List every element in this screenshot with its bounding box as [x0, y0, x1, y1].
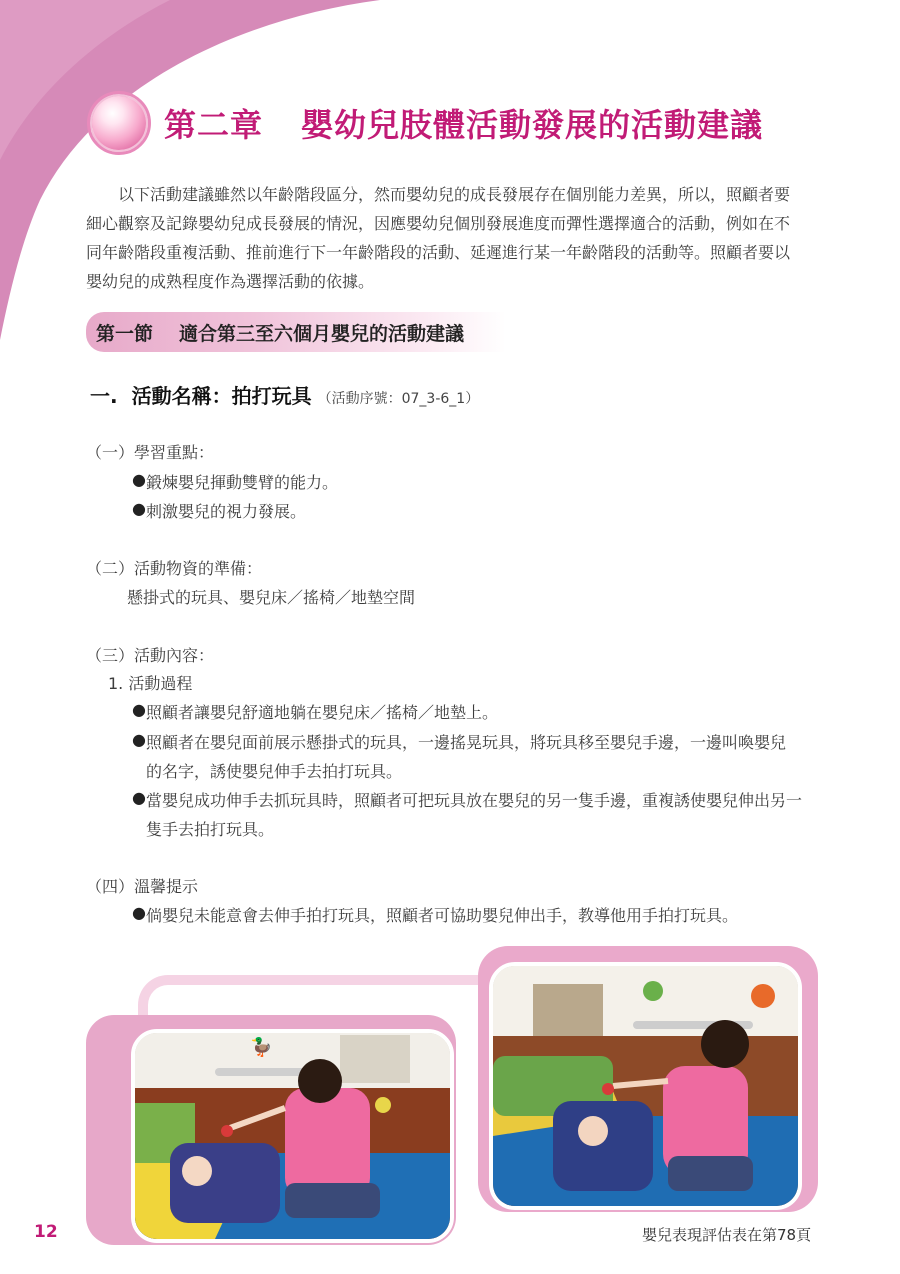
bullet-icon: ● — [132, 499, 146, 518]
bullet-icon: ● — [132, 788, 146, 807]
intro-line: 同年齡階段重複活動、推前進行下一年齡階段的活動、延遲進行某一年齡階段的活動等。照顧者要以 — [86, 243, 791, 262]
activity-heading — [90, 380, 479, 409]
content-item-continuation: 隻手去拍打玩具。 — [146, 820, 275, 839]
tips-item-text: 倘嬰兒未能意會去伸手拍打玩具，照顧者可協助嬰兒伸出手，教導他用手拍打玩具。 — [146, 906, 739, 925]
content-item-text: 照顧者讓嬰兒舒適地躺在嬰兒床／搖椅／地墊上。 — [146, 703, 499, 722]
learning-item-text: 鍛煉嬰兒揮動雙臂的能力。 — [146, 473, 339, 492]
bullet-icon: ● — [132, 730, 146, 749]
activity-photo-left — [131, 1029, 454, 1243]
intro-line: 以下活動建議雖然以年齡階段區分，然而嬰幼兒的成長發展存在個別能力差異，所以，照顧者要 — [118, 185, 791, 204]
learning-item — [132, 499, 306, 522]
learning-item — [132, 470, 338, 493]
section-heading-bar — [86, 312, 506, 352]
activity-name: 活動名稱：拍打玩具 — [131, 384, 312, 408]
learning-heading: （一）學習重點： — [86, 443, 215, 462]
intro-line: 細心觀察及記錄嬰幼兒成長發展的情況，因應嬰幼兒個別發展進度而彈性選擇適合的活動，例如在不 — [86, 214, 791, 233]
content-item-text: 當嬰兒成功伸手去抓玩具時，照顧者可把玩具放在嬰兒的另一隻手邊，重複誘使嬰兒伸出另一 — [146, 791, 803, 810]
page-number: 12 — [34, 1222, 58, 1242]
assessment-reference: 嬰兒表現評估表在第78頁 — [642, 1226, 812, 1244]
svg-text:🦆: 🦆 — [250, 1037, 273, 1058]
content-item — [132, 788, 802, 811]
intro-line: 嬰幼兒的成熟程度作為選擇活動的依據。 — [86, 272, 375, 291]
section-number: 第一節 — [96, 322, 154, 345]
tips-item — [132, 903, 738, 926]
chapter-number: 第二章 — [164, 106, 264, 144]
chapter-title: 嬰幼兒肢體活動發展的活動建議 — [301, 106, 764, 144]
bullet-icon: ● — [132, 470, 146, 489]
activity-code: （活動序號：07_3-6_1） — [317, 391, 480, 407]
content-item — [132, 730, 786, 753]
step-title: 1. 活動過程 — [108, 674, 193, 693]
intro-paragraph — [86, 180, 818, 296]
content-item-text: 照顧者在嬰兒面前展示懸掛式的玩具，一邊搖晃玩具，將玩具移至嬰兒手邊，一邊叫喚嬰兒 — [146, 733, 787, 752]
chapter-title-row — [92, 94, 763, 152]
content-item-continuation: 的名字，誘使嬰兒伸手去拍打玩具。 — [146, 762, 403, 781]
section-title: 適合第三至六個月嬰兒的活動建議 — [179, 322, 465, 345]
bullet-icon: ● — [132, 700, 146, 719]
bullet-icon: ● — [132, 903, 146, 922]
materials-text: 懸掛式的玩具、嬰兒床／搖椅／地墊空間 — [127, 588, 416, 607]
content-item — [132, 700, 498, 723]
activity-number: 一. — [90, 384, 118, 408]
tips-heading: （四）溫馨提示 — [86, 877, 199, 896]
activity-photo-right — [489, 962, 802, 1210]
content-heading: （三）活動內容： — [86, 646, 215, 665]
learning-item-text: 刺激嬰兒的視力發展。 — [146, 502, 307, 521]
materials-heading: （二）活動物資的準備： — [86, 559, 263, 578]
pearl-bullet-icon — [92, 96, 146, 150]
